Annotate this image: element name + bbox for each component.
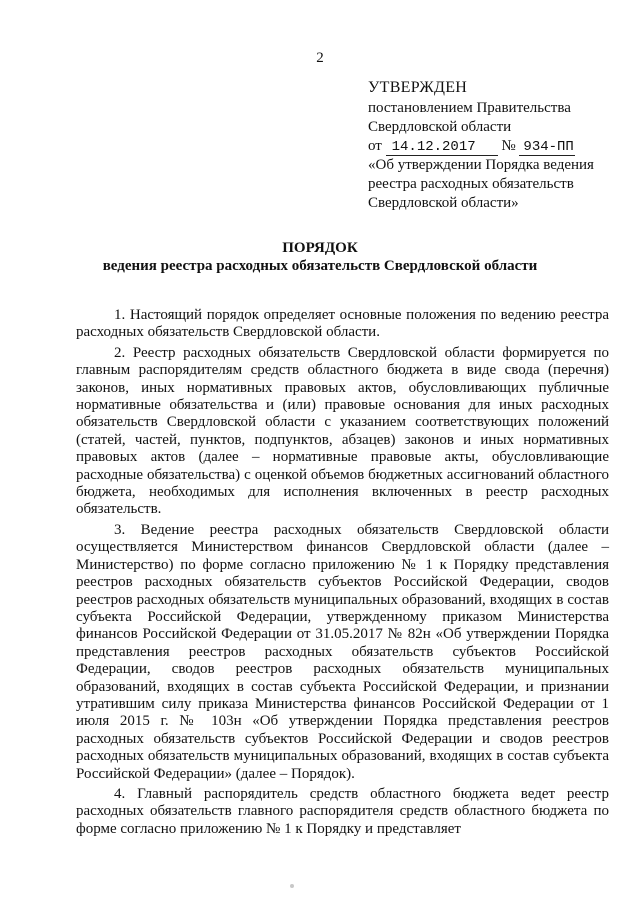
approval-line-5: реестра расходных обязательств [368,176,574,192]
number-prefix: № [501,138,516,154]
approval-line-4: «Об утверждении Порядка ведения [368,157,594,173]
document-subtitle: ведения реестра расходных обязательств Свердловской области [102,258,538,274]
approval-line-1: постановлением Правительства [368,100,571,116]
document-title: ПОРЯДОК [282,240,358,256]
approval-number: 934-ПП [519,139,575,156]
approval-date: 14.12.2017 [386,139,498,156]
paragraph-3: 3. Ведение реестра расходных обязательств Свердловской области осуществляется Министерством финансов Свердловской области (далее – Министерство) по форме согласно приложению № 1 к Порядку представления реестров расходных обязательств субъектов Российской Федерации, сводов реестров расходных обязательств муниципальных образований, входящих в состав субъекта Российской Федерации, утвержденному приказом Министерства финансов Российской Федерации от 31.05.2017 № 82н «Об утверждении Порядка представления реестров расходных обязательств субъектов Российской Федерации, сводов реестров расходных обязательств муниципальных образований, входящих в состав субъекта Российской Федерации, и признании утратившим силу приказа Министерства финансов Российской Федерации от 1 июля 2015 г. № 103н «Об утверждении Порядка представления реестров расходных обязательств субъектов Российской Федерации и сводов реестров расходных обязательств муниципальных образований, входящих в состав субъекта Российской Федерации» (далее – Порядок). [76,521,609,782]
approval-line-2: Свердловской области [368,119,512,135]
approval-block [368,78,618,213]
approval-date-line [368,137,618,156]
paragraph-2: 2. Реестр расходных обязательств Свердловской области формируется по главным распорядителям средств областного бюджета в виде свода (перечня) законов, иных нормативных правовых актов, обусловливающих публичные нормативные обязательства и (или) правовые основания для иных расходных обязательств Свердловской области с указанием соответствующих положений (статей, частей, пунктов, подпунктов, абзацев) законов и иных нормативных правовых актов (далее – нормативные правовые акты, обусловливающие расходные обязательства) с оценкой объемов бюджетных ассигнований областного бюджета, необходимых для исполнения включенных в реестр расходных обязательств. [76,344,609,518]
approval-line-6: Свердловской области» [368,195,519,211]
approval-title: УТВЕРЖДЕН [368,79,468,96]
paragraph-1: 1. Настоящий порядок определяет основные положения по ведению реестра расходных обязательств Свердловской области. [76,307,609,341]
scan-mark [290,884,294,888]
paragraph-4: 4. Главный распорядитель средств областного бюджета ведет реестр расходных обязательств главного распорядителя средств областного бюджета по форме согласно приложению № 1 к Порядку и представляет [76,785,609,837]
date-prefix: от [368,138,382,154]
document-body [76,307,609,841]
page-number: 2 [316,50,324,66]
